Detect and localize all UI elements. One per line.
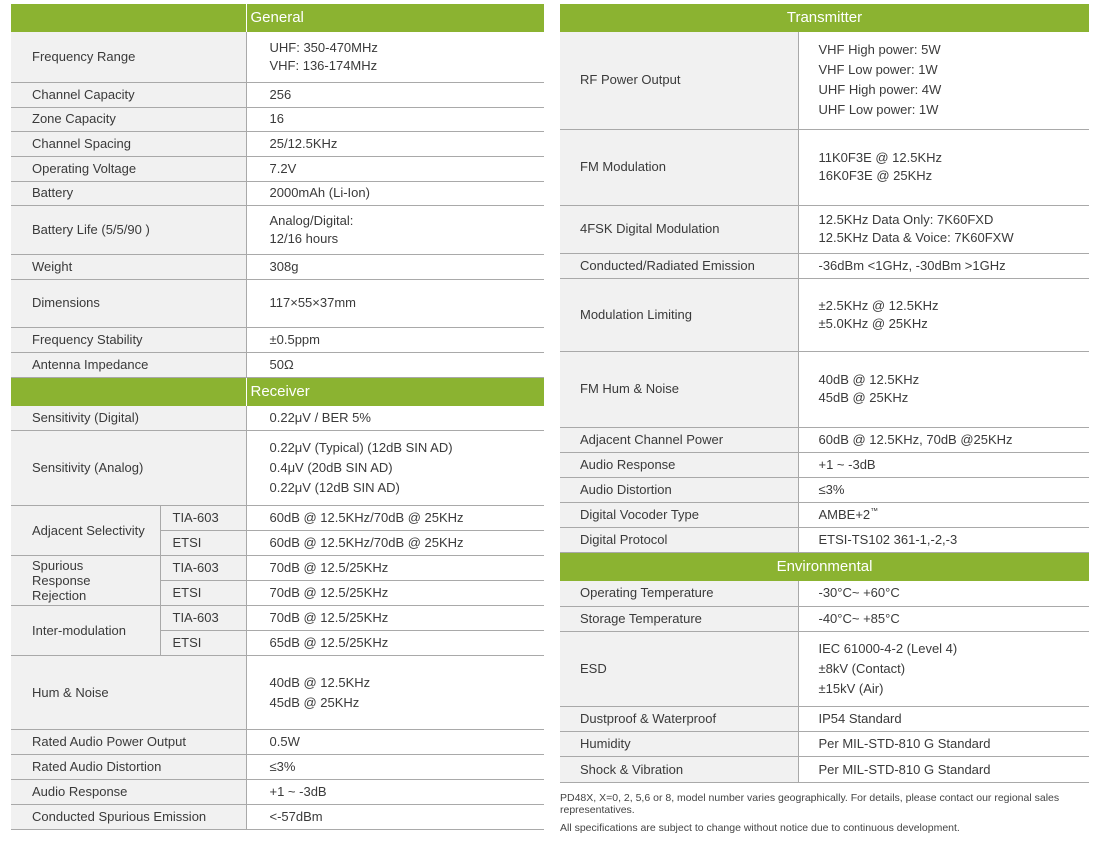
spec-value: 16: [246, 107, 544, 131]
spec-label: Sensitivity (Digital): [11, 406, 246, 431]
transmitter-header: [560, 4, 1089, 32]
spec-label: Hum & Noise: [11, 656, 246, 730]
spec-label: Audio Response: [560, 452, 798, 477]
spec-label: Conducted/Radiated Emission: [560, 253, 798, 278]
spec-label: Operating Voltage: [11, 156, 246, 181]
spec-row: [11, 107, 544, 131]
spec-row: [11, 431, 544, 506]
receiver-title: Receiver: [246, 377, 544, 406]
general-header: [11, 4, 544, 32]
spec-value: 70dB @ 12.5/25KHz: [246, 606, 544, 631]
spec-row: [11, 780, 544, 805]
spec-value: +1 ~ -3dB: [246, 780, 544, 805]
spec-label: Rated Audio Distortion: [11, 755, 246, 780]
general-title: General: [246, 4, 544, 32]
spec-row: [560, 581, 1089, 607]
spec-sublabel: ETSI: [160, 531, 246, 556]
trademark-symbol: ™: [870, 506, 879, 516]
spec-value: 7.2V: [246, 156, 544, 181]
spec-label: Dustproof & Waterproof: [560, 707, 798, 732]
spec-row: [11, 730, 544, 755]
spec-row: [11, 805, 544, 830]
spec-label: Storage Temperature: [560, 607, 798, 632]
spec-value: 0.22μV (Typical) (12dB SIN AD) 0.4μV (20dB SIN AD) 0.22μV (12dB SIN AD): [246, 431, 544, 506]
spec-row: [560, 757, 1089, 783]
spec-row: [560, 527, 1089, 552]
spec-sublabel: TIA-603: [160, 606, 246, 631]
spec-value: Analog/Digital: 12/16 hours: [246, 205, 544, 254]
footnotes: [560, 792, 1090, 840]
spec-value: 25/12.5KHz: [246, 131, 544, 156]
spec-row: [11, 131, 544, 156]
spec-row: [11, 755, 544, 780]
spec-row: [560, 477, 1089, 502]
spec-sublabel: ETSI: [160, 631, 246, 656]
spec-label: Modulation Limiting: [560, 278, 798, 351]
spec-value: IEC 61000-4-2 (Level 4) ±8kV (Contact) ±15kV (Air): [798, 632, 1089, 707]
spec-label: FM Modulation: [560, 129, 798, 205]
spec-value: UHF: 350-470MHz VHF: 136-174MHz: [246, 32, 544, 82]
spec-value: 60dB @ 12.5KHz/70dB @ 25KHz: [246, 531, 544, 556]
spec-row: [11, 205, 544, 254]
spec-value: AMBE+2™: [798, 502, 1089, 527]
spec-value: 0.5W: [246, 730, 544, 755]
spec-label: Channel Capacity: [11, 82, 246, 107]
spec-row: [11, 656, 544, 730]
environmental-title: Environmental: [560, 552, 1089, 581]
spec-value: 60dB @ 12.5KHz, 70dB @25KHz: [798, 427, 1089, 452]
spec-value: ETSI-TS102 361-1,-2,-3: [798, 527, 1089, 552]
spec-label: Antenna Impedance: [11, 352, 246, 377]
spec-label: Battery: [11, 181, 246, 205]
spec-value: IP54 Standard: [798, 707, 1089, 732]
general-spec-table: [11, 4, 544, 830]
spec-value: Per MIL-STD-810 G Standard: [798, 757, 1089, 783]
spec-label: Battery Life (5/5/90 ): [11, 205, 246, 254]
spec-label: Adjacent Selectivity: [11, 506, 160, 556]
spec-row: [560, 351, 1089, 427]
transmitter-spec-table: [560, 4, 1089, 783]
spec-label: Humidity: [560, 732, 798, 757]
spec-label: Weight: [11, 254, 246, 279]
spec-row: [560, 205, 1089, 253]
spec-row: [560, 502, 1089, 527]
spec-label: Dimensions: [11, 279, 246, 327]
spec-row: [11, 254, 544, 279]
spec-value: ±2.5KHz @ 12.5KHz ±5.0KHz @ 25KHz: [798, 278, 1089, 351]
spec-sublabel: ETSI: [160, 581, 246, 606]
spec-row: [11, 32, 544, 82]
spec-value: 11K0F3E @ 12.5KHz 16K0F3E @ 25KHz: [798, 129, 1089, 205]
spec-value: -30°C~ +60°C: [798, 581, 1089, 607]
footnote-disclaimer: All specifications are subject to change without notice due to continuous development.: [560, 822, 960, 834]
left-spec-column: [11, 4, 544, 830]
spec-sublabel: TIA-603: [160, 506, 246, 531]
spec-label: Zone Capacity: [11, 107, 246, 131]
spec-row: [11, 406, 544, 431]
receiver-header: [11, 377, 544, 406]
spec-label: Digital Protocol: [560, 527, 798, 552]
spec-value: 2000mAh (Li-Ion): [246, 181, 544, 205]
spec-row: [560, 732, 1089, 757]
transmitter-title: Transmitter: [560, 4, 1089, 32]
spec-label: Shock & Vibration: [560, 757, 798, 783]
spec-label: Sensitivity (Analog): [11, 431, 246, 506]
spec-row: [11, 556, 544, 581]
spec-value: 65dB @ 12.5/25KHz: [246, 631, 544, 656]
spec-value: 60dB @ 12.5KHz/70dB @ 25KHz: [246, 506, 544, 531]
spec-row: [11, 506, 544, 531]
spec-label: Audio Distortion: [560, 477, 798, 502]
spec-value: 12.5KHz Data Only: 7K60FXD 12.5KHz Data & Voice: 7K60FXW: [798, 205, 1089, 253]
spec-value: 70dB @ 12.5/25KHz: [246, 556, 544, 581]
spec-value: 0.22μV / BER 5%: [246, 406, 544, 431]
spec-value: 308g: [246, 254, 544, 279]
footnote-model: PD48X, X=0, 2, 5,6 or 8, model number varies geographically. For details, please contact our regional sales representatives.: [560, 792, 1060, 816]
spec-label: RF Power Output: [560, 32, 798, 129]
spec-label: Operating Temperature: [560, 581, 798, 607]
spec-value: 256: [246, 82, 544, 107]
spec-value: 50Ω: [246, 352, 544, 377]
spec-label: Inter-modulation: [11, 606, 160, 656]
spec-row: [560, 427, 1089, 452]
environmental-header: [560, 552, 1089, 581]
spec-value: -40°C~ +85°C: [798, 607, 1089, 632]
spec-label: ESD: [560, 632, 798, 707]
spec-value: Per MIL-STD-810 G Standard: [798, 732, 1089, 757]
spec-value: ≤3%: [246, 755, 544, 780]
spec-row: [11, 279, 544, 327]
spec-row: [11, 327, 544, 352]
spec-value: +1 ~ -3dB: [798, 452, 1089, 477]
spec-value: <-57dBm: [246, 805, 544, 830]
spec-label: Spurious Response Rejection: [11, 556, 160, 606]
spec-label: Conducted Spurious Emission: [11, 805, 246, 830]
spec-value: -36dBm <1GHz, -30dBm >1GHz: [798, 253, 1089, 278]
spec-row: [560, 129, 1089, 205]
right-spec-column: [560, 4, 1089, 783]
spec-row: [560, 32, 1089, 129]
spec-label: Audio Response: [11, 780, 246, 805]
spec-row: [560, 278, 1089, 351]
spec-value: 117×55×37mm: [246, 279, 544, 327]
spec-value: ≤3%: [798, 477, 1089, 502]
spec-label: Rated Audio Power Output: [11, 730, 246, 755]
spec-value: 40dB @ 12.5KHz 45dB @ 25KHz: [246, 656, 544, 730]
spec-row: [560, 452, 1089, 477]
spec-label: FM Hum & Noise: [560, 351, 798, 427]
spec-label: 4FSK Digital Modulation: [560, 205, 798, 253]
spec-label: Frequency Stability: [11, 327, 246, 352]
spec-label: Adjacent Channel Power: [560, 427, 798, 452]
spec-label: Frequency Range: [11, 32, 246, 82]
spec-sublabel: TIA-603: [160, 556, 246, 581]
spec-value: ±0.5ppm: [246, 327, 544, 352]
spec-row: [560, 707, 1089, 732]
spec-value: 40dB @ 12.5KHz 45dB @ 25KHz: [798, 351, 1089, 427]
spec-row: [560, 607, 1089, 632]
spec-row: [11, 156, 544, 181]
spec-row: [560, 632, 1089, 707]
spec-value: 70dB @ 12.5/25KHz: [246, 581, 544, 606]
spec-label: Digital Vocoder Type: [560, 502, 798, 527]
spec-row: [11, 82, 544, 107]
spec-value: VHF High power: 5W VHF Low power: 1W UHF High power: 4W UHF Low power: 1W: [798, 32, 1089, 129]
spec-row: [11, 352, 544, 377]
spec-row: [11, 181, 544, 205]
spec-row: [11, 606, 544, 631]
spec-row: [560, 253, 1089, 278]
spec-label: Channel Spacing: [11, 131, 246, 156]
